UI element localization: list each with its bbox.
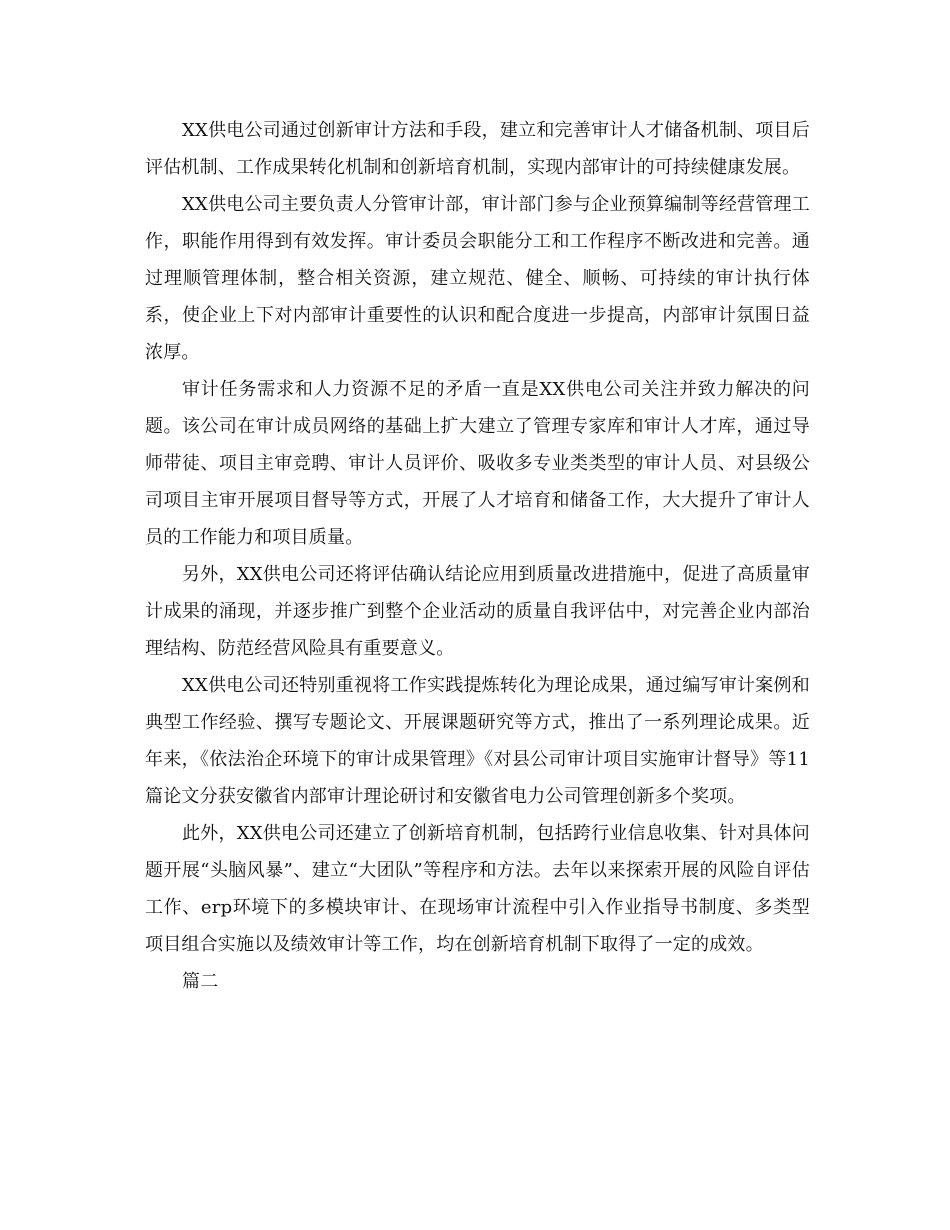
- paragraph-1: XX供电公司通过创新审计方法和手段，建立和完善审计人才储备机制、项目后评估机制、工作成果转化机制和创新培育机制，实现内部审计的可持续健康发展。: [145, 120, 810, 178]
- paragraph-6: 此外，XX供电公司还建立了创新培育机制，包括跨行业信息收集、针对具体问题开展“头脑风暴”、建立“大团队”等程序和方法。去年以来探索开展的风险自评估工作、erp环境下的多模块审计、在现场审计流程中引入作业指导书制度、多类型项目组合实施以及绩效审计等工作，均在创新培育机制下取得了一定的成效。: [145, 823, 810, 955]
- document-body: [145, 112, 810, 1000]
- paragraph-5: XX供电公司还特别重视将工作实践提炼转化为理论成果，通过编写审计案例和典型工作经验、撰写专题论文、开展课题研究等方式，推出了一系列理论成果。近年来，《依法治企环境下的审计成果管理》《对县公司审计项目实施审计督导》等11篇论文分获安徽省内部审计理论研讨和安徽省电力公司管理创新多个奖项。: [145, 675, 810, 807]
- section-heading: 篇二: [182, 971, 219, 992]
- paragraph-3: 审计任务需求和人力资源不足的矛盾一直是XX供电公司关注并致力解决的问题。该公司在审计成员网络的基础上扩大建立了管理专家库和审计人才库，通过导师带徒、项目主审竞聘、审计人员评价、吸收多专业类类型的审计人员、对县级公司项目主审开展项目督导等方式，开展了人才培育和储备工作，大大提升了审计人员的工作能力和项目质量。: [145, 379, 810, 548]
- paragraph-2: XX供电公司主要负责人分管审计部，审计部门参与企业预算编制等经营管理工作，职能作用得到有效发挥。审计委员会职能分工和工作程序不断改进和完善。通过理顺管理体制，整合相关资源，建立规范、健全、顺畅、可持续的审计执行体系，使企业上下对内部审计重要性的认识和配合度进一步提高，内部审计氛围日益浓厚。: [145, 194, 810, 363]
- paragraph-4: 另外，XX供电公司还将评估确认结论应用到质量改进措施中，促进了高质量审计成果的涌现，并逐步推广到整个企业活动的质量自我评估中，对完善企业内部治理结构、防范经营风险具有重要意义。: [145, 564, 810, 659]
